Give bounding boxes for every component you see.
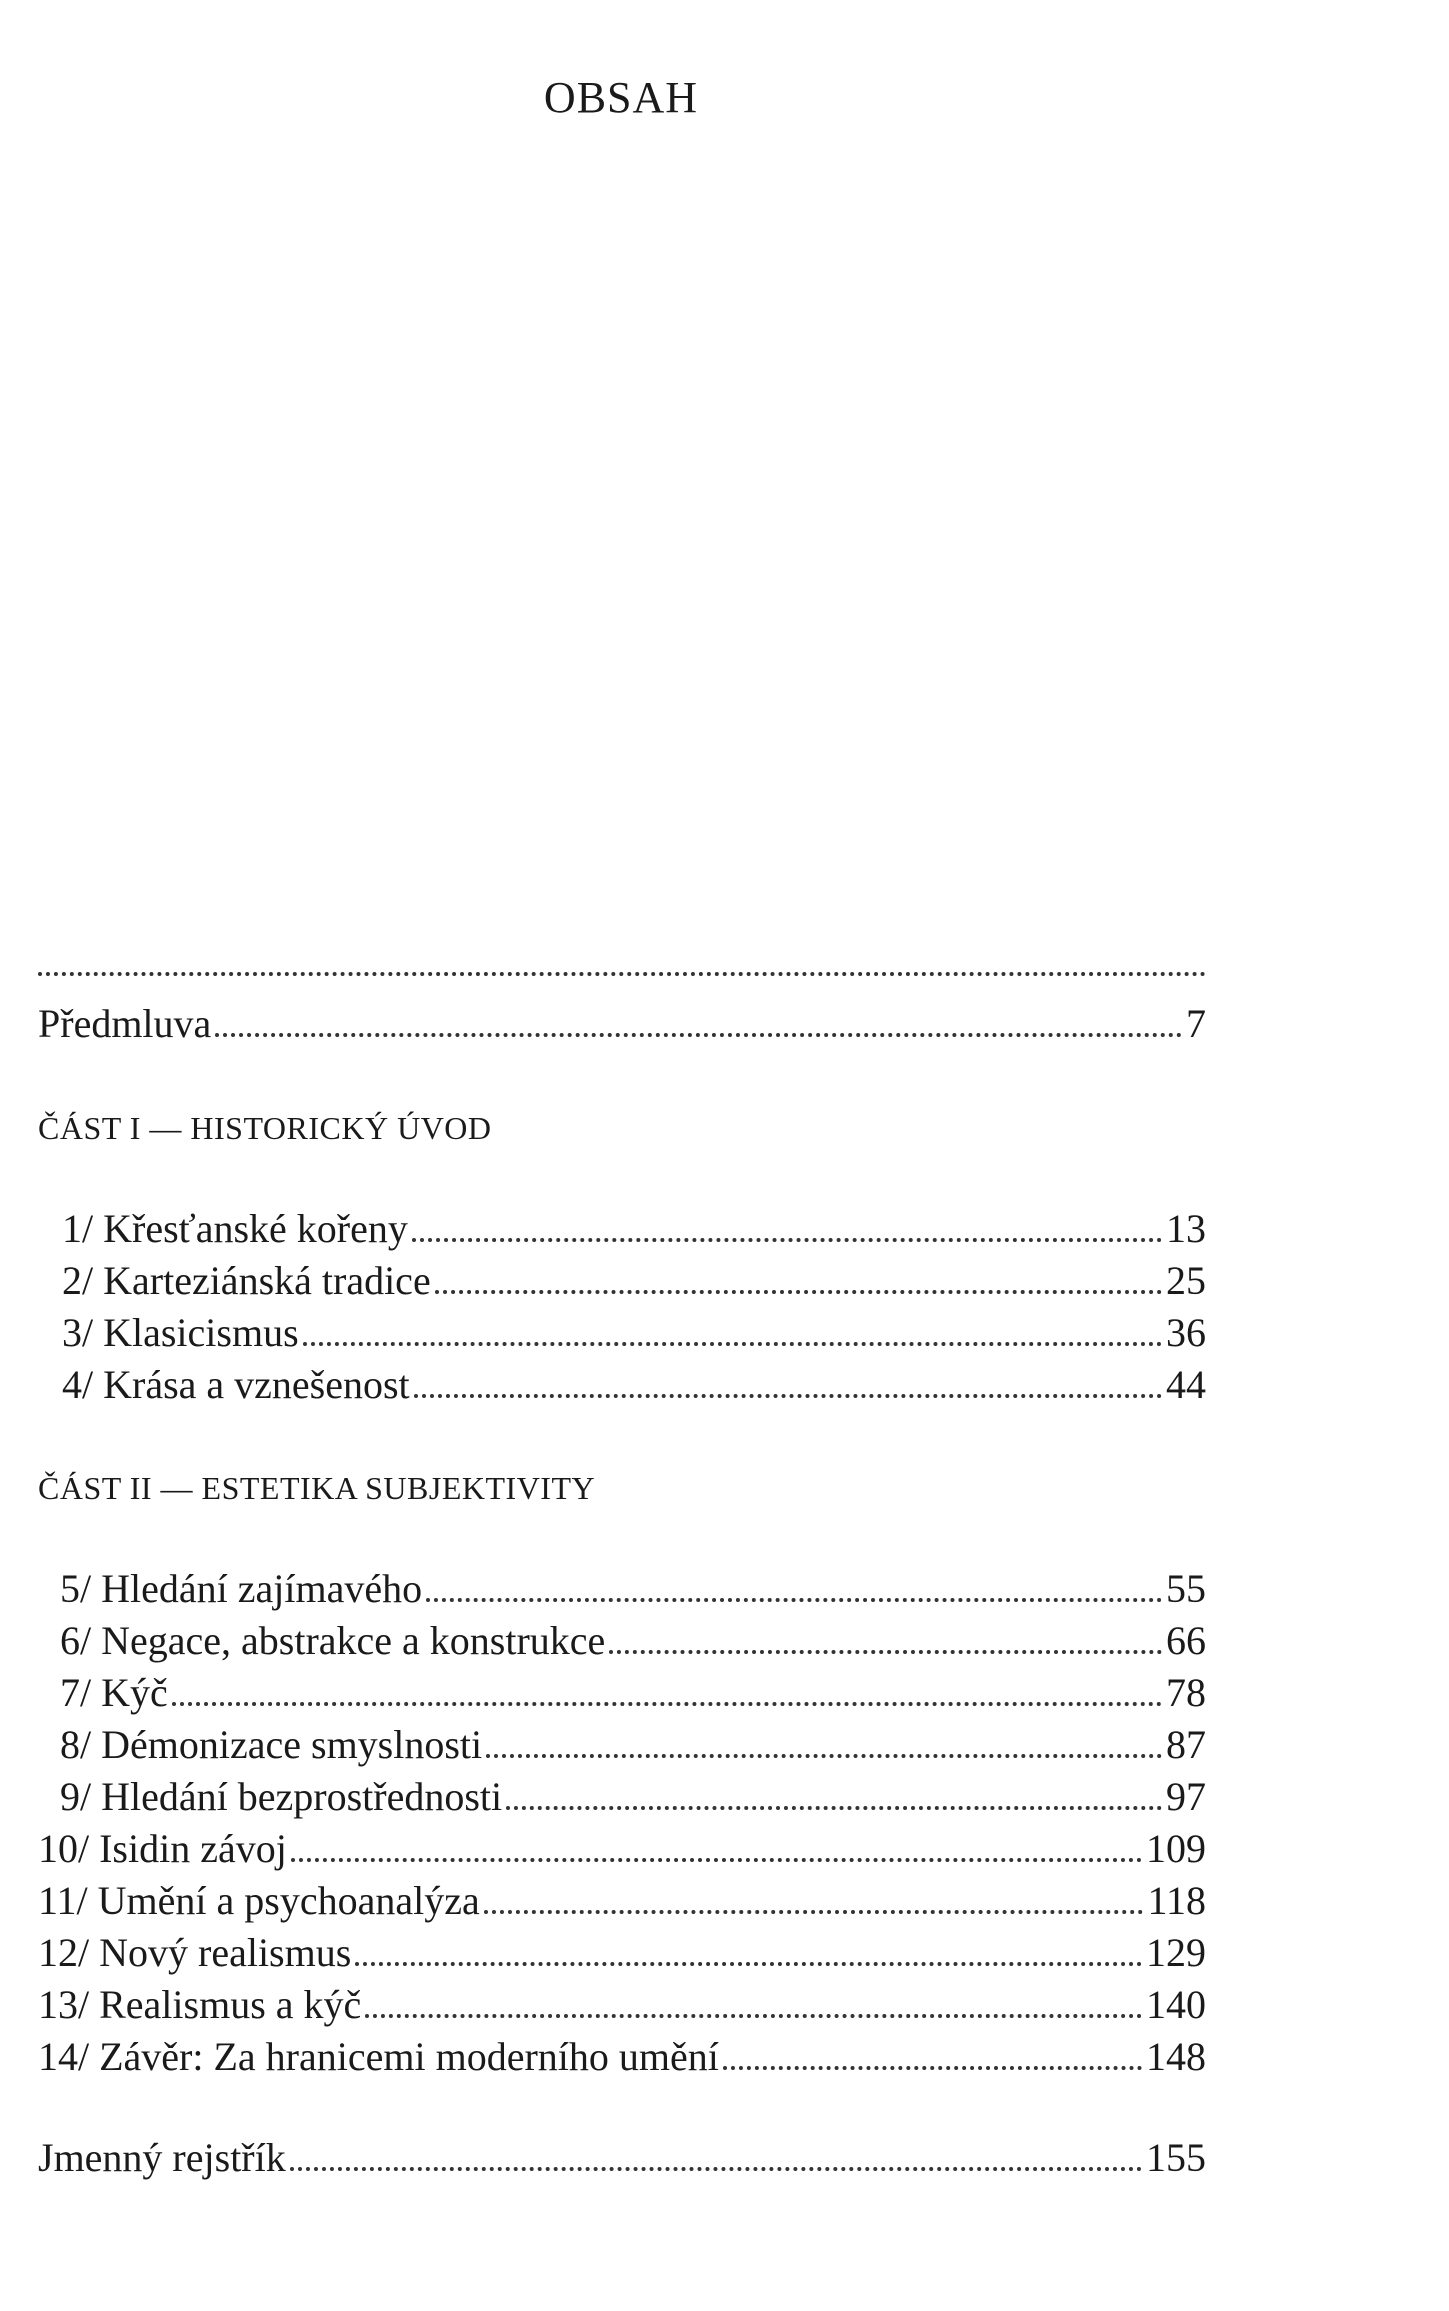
- toc-entry-title: 2/ Karteziánská tradice: [62, 1258, 431, 1303]
- toc-entry-preface: [38, 1000, 1206, 1048]
- toc-entry-page: 25: [1166, 1258, 1206, 1303]
- toc-entry: [38, 1877, 1206, 1925]
- toc-entry-title: Jmenný rejstřík: [38, 2135, 286, 2180]
- toc-entry-title: 6/ Negace, abstrakce a konstrukce: [60, 1618, 606, 1663]
- toc-entry-page: 109: [1146, 1826, 1206, 1871]
- toc-entry-page: 87: [1166, 1722, 1206, 1767]
- toc-entry-page: 44: [1166, 1362, 1206, 1407]
- toc-entry-title: 3/ Klasicismus: [62, 1310, 299, 1355]
- toc-entry: [38, 1825, 1206, 1873]
- dot-leader: [435, 1290, 1162, 1294]
- toc-entry: [38, 1565, 1206, 1613]
- toc-entry-page: 129: [1146, 1930, 1206, 1975]
- dot-leader: [291, 1858, 1142, 1862]
- toc-entry: [38, 2033, 1206, 2081]
- toc-entry-page: 36: [1166, 1310, 1206, 1355]
- toc-entry-page: 66: [1166, 1618, 1206, 1663]
- toc-entry-page: 155: [1146, 2135, 1206, 2180]
- dot-leader: [303, 1342, 1162, 1346]
- toc-entry-index: [38, 2134, 1206, 2182]
- toc-entry: [38, 1981, 1206, 2029]
- dot-leader: [723, 2066, 1142, 2070]
- toc-entry: [38, 1773, 1206, 1821]
- dot-leader: [484, 1910, 1144, 1914]
- toc-entry-page: 13: [1166, 1206, 1206, 1251]
- toc-entry: [38, 1617, 1206, 1665]
- toc-entry-title: 14/ Závěr: Za hranicemi moderního umění: [38, 2034, 719, 2079]
- toc-entry: [38, 1309, 1206, 1357]
- toc-entry: [38, 1205, 1206, 1253]
- toc-entry-title: 9/ Hledání bezprostřednosti: [60, 1774, 503, 1819]
- toc-entry-title: 10/ Isidin závoj: [38, 1826, 287, 1871]
- toc-entry-title: 5/ Hledání zajímavého: [60, 1566, 423, 1611]
- toc-entry-title: 1/ Křesťanské kořeny: [62, 1206, 408, 1251]
- toc-entry-page: 118: [1147, 1878, 1206, 1923]
- dot-leader: [506, 1806, 1162, 1810]
- toc-entry-title: 11/ Umění a psychoanalýza: [38, 1878, 480, 1923]
- toc-entry-title: 12/ Nový realismus: [38, 1930, 352, 1975]
- toc-entry-page: 97: [1166, 1774, 1206, 1819]
- toc-entry: [38, 1669, 1206, 1717]
- toc-entry-page: 78: [1166, 1670, 1206, 1715]
- dotted-separator: [38, 972, 1206, 976]
- dot-leader: [215, 1033, 1182, 1037]
- toc-entry-title: Předmluva: [38, 1001, 212, 1046]
- toc-entry-title: 7/ Kýč: [60, 1670, 168, 1715]
- toc-entry: [38, 1721, 1206, 1769]
- toc-entry-page: 148: [1146, 2034, 1206, 2079]
- toc-entry-page: 7: [1186, 1001, 1206, 1046]
- dot-leader: [172, 1702, 1162, 1706]
- dot-leader: [609, 1650, 1162, 1654]
- toc-entry: [38, 1257, 1206, 1305]
- dot-leader: [290, 2167, 1142, 2171]
- toc-entry-title: 4/ Krása a vznešenost: [62, 1362, 410, 1407]
- toc-entry: [38, 1929, 1206, 1977]
- toc-entry-title: 13/ Realismus a kýč: [38, 1982, 362, 2027]
- dot-leader: [365, 2014, 1142, 2018]
- toc-entry-title: 8/ Démonizace smyslnosti: [60, 1722, 483, 1767]
- toc-entry-page: 140: [1146, 1982, 1206, 2027]
- page-title: OBSAH: [543, 73, 699, 122]
- part-heading-2: ČÁST II — ESTETIKA SUBJEKTIVITY: [38, 1470, 596, 1506]
- dot-leader: [412, 1238, 1162, 1242]
- toc-entry-page: 55: [1166, 1566, 1206, 1611]
- toc-entry: [38, 1361, 1206, 1409]
- part-heading-1: ČÁST I — HISTORICKÝ ÚVOD: [38, 1110, 492, 1146]
- dot-leader: [486, 1754, 1162, 1758]
- dot-leader: [414, 1394, 1162, 1398]
- dot-leader: [426, 1598, 1162, 1602]
- dot-leader: [355, 1962, 1142, 1966]
